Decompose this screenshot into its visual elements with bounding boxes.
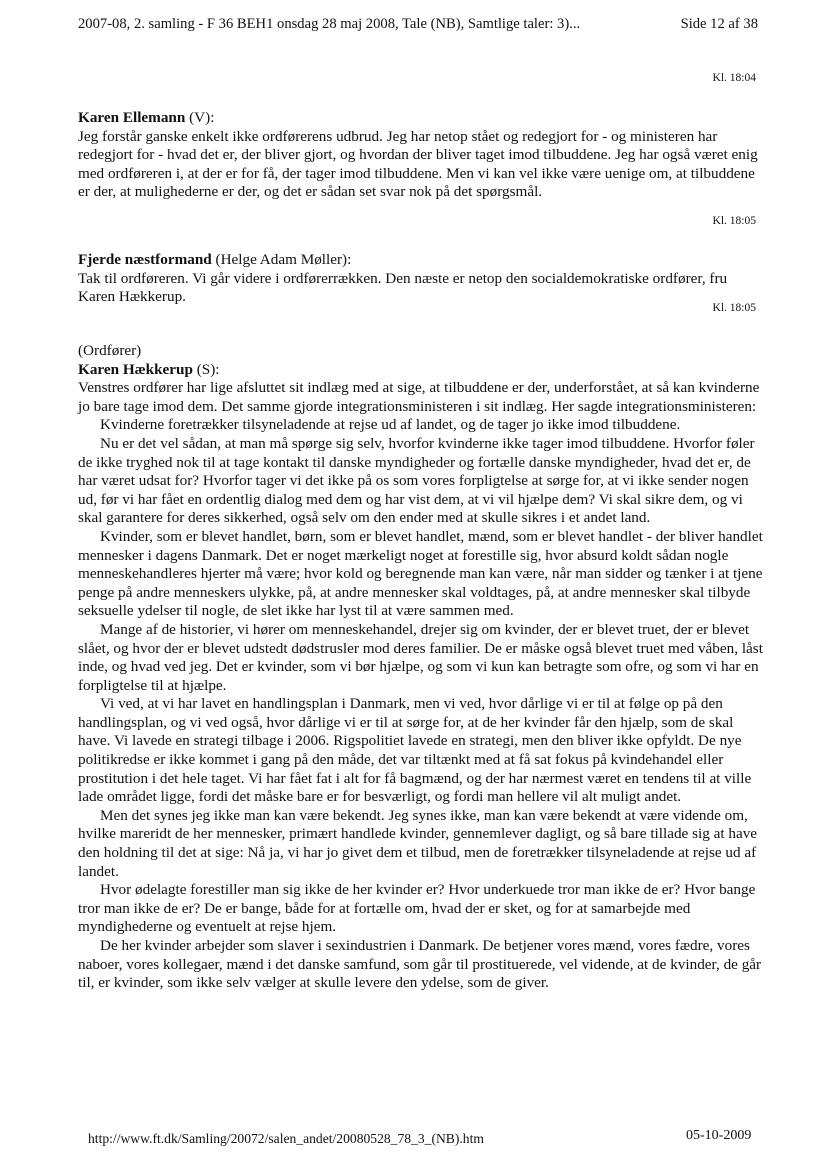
- speech-paragraph: Kvinder, som er blevet handlet, børn, som er blevet handlet, mænd, som er blevet handlet - der bliver handlet mennesker i dagens Danmark. Det er noget mærkeligt noget at forestille sig, hvor absurd koldt sådan nogle menneskehandleres hjerter må være; hvor kold og beregnende man kan være, når man sidder og tænker i at tjene penge på andre menneskers ulykke, på, at andre mennesker skal voldtages, på, at andre mennesker skal tilbyde seksuelle ydelser til nogle, de slet ikke har lyst til at være sammen med.: [78, 527, 763, 620]
- speaker-line: [78, 251, 768, 270]
- speech-text: Jeg forstår ganske enkelt ikke ordførerens udbrud. Jeg har netop stået og redegjort for - og ministeren har redegjort for - hvad det er, der bliver gjort, og hvordan der bliver taget imod tilbuddene. Jeg har også været enig med ordføreren i, at der er for få, der tager imod tilbuddene. Men vi kan vel ikke være uenige om, at tilbuddene er der, at mulighederne er der, og det er sådan set svar nok på det spørgsmål.: [78, 127, 758, 201]
- speech-karen-ellemann: [78, 109, 768, 202]
- document-title: 2007-08, 2. samling - F 36 BEH1 onsdag 28 maj 2008, Tale (NB), Samtlige taler: 3)...: [78, 16, 581, 32]
- speech-paragraph: Men det synes jeg ikke man kan være bekendt. Jeg synes ikke, man kan være bekendt at være vidende om, hvilke mareridt de her mennesker, primært handlede kvinder, gennemlever dagligt, og så bare tillade sig at have den holdning til det at sige: Nå ja, vi har jo givet dem et tilbud, men de foretrækker tilsyneladende at rejse ud af landet.: [78, 806, 758, 880]
- speaker-role-label: (Ordfører): [78, 342, 142, 359]
- footer-date: 05-10-2009: [686, 1128, 752, 1143]
- speaker-name: Karen Hækkerup: [78, 360, 193, 378]
- speaker-party: (V):: [185, 109, 215, 126]
- timestamp: Kl. 18:05: [712, 215, 756, 227]
- speech-paragraph: Hvor ødelagte forestiller man sig ikke de her kvinder er? Hvor underkuede tror man ikke de er? Hvor bange tror man ikke de er? De er bange, både for at fortælle om, hvad der er sket, og for at samarbejde med myndighederne og eventuelt at rejse hjem.: [78, 881, 756, 936]
- speech-karen-haekkerup: [78, 342, 768, 993]
- speaker-role: (Helge Adam Møller):: [211, 251, 352, 268]
- speech-text: Tak til ordføreren. Vi går videre i ordførerrækken. Den næste er netop den socialdemokratiske ordfører, fru Karen Hækkerup.: [78, 269, 728, 306]
- speech-fjerde-naestformand: [78, 251, 768, 307]
- speech-paragraph: De her kvinder arbejder som slaver i sexindustrien i Danmark. De betjener vores mænd, vores fædre, vores naboer, vores kollegaer, mænd i det danske samfund, som går til prostituerede, vel vidende, at de kvinder, de går til, er kvinder, som ikke selv vælger at skulle levere den ydelse, som de giver.: [78, 937, 762, 992]
- speech-paragraph: Venstres ordfører har lige afsluttet sit indlæg med at sige, at tilbuddene er der, underforstået, at så kan kvinderne jo bare tage imod dem. Det samme gjorde integrationsministeren i sit indlæg. Her sagde integrationsministeren:: [78, 379, 760, 415]
- speaker-party: (S):: [192, 360, 220, 378]
- speaker-name: Karen Ellemann: [78, 109, 186, 126]
- speech-paragraph: Mange af de historier, vi hører om menneskehandel, drejer sig om kvinder, der er blevet truet, der er blevet slået, og hvor der er blevet udstedt dødstrusler mod deres familier. De er måske også blevet truet med våben, låst inde, og hvad ved jeg. Det er kvinder, som vi bør hjælpe, og som vi kun kan betragte som ofre, og som vi har en forpligtelse til at hjælpe.: [78, 620, 763, 694]
- speaker-line: [78, 361, 768, 380]
- speaker-name: Fjerde næstformand: [78, 251, 212, 268]
- speech-paragraph: Kvinderne foretrækker tilsyneladende at rejse ud af landet, og de tager jo ikke imod tilbuddene.: [100, 416, 681, 434]
- page-number: Side 12 af 38: [680, 16, 758, 32]
- footer-url: http://www.ft.dk/Samling/20072/salen_andet/20080528_78_3_(NB).htm: [88, 1131, 484, 1146]
- page-header: [78, 16, 758, 33]
- timestamp: Kl. 18:04: [712, 72, 756, 84]
- speaker-line: [78, 109, 768, 128]
- speech-paragraph: Nu er det vel sådan, at man må spørge sig selv, hvorfor kvinderne ikke tager imod tilbuddene. Hvorfor føler de ikke tryghed nok til at tage kontakt til danske myndigheder og fortælle danske myndigheder, hvad det er, de har været udsat for? Hvorfor tager vi det ikke på os som vores forpligtelse at sørge for, at vi ikke sender nogen ud, før vi har fået en ordentlig dialog med dem og har vist dem, at vi vil hjælpe dem? Vi skal sikre dem, og vi skal garantere for deres sikkerhed, også selv om den ender med at skulle sikres i et andet land.: [78, 434, 755, 527]
- speech-paragraph: Vi ved, at vi har lavet en handlingsplan i Danmark, men vi ved, hvor dårlige vi er til at følge op på den handlingsplan, og vi ved også, hvor dårlige vi er til at sørge for, at de her kvinder får den hjælp, som de skal have. Vi lavede en strategi tilbage i 2006. Rigspolitiet lavede en strategi, men den bliver ikke opfyldt. De nye politikredse er ikke kommet i gang på den måde, det var tiltænkt med at få sat fokus på kvindehandel eller prostitution i det hele taget. Vi har fået fat i alt for få bagmænd, og der har nærmest været en tendens til at ville lade området ligge, fordi det måske bare er for besværligt, og fordi man hellere vil alt muligt andet.: [78, 695, 752, 806]
- timestamp: Kl. 18:05: [712, 302, 756, 314]
